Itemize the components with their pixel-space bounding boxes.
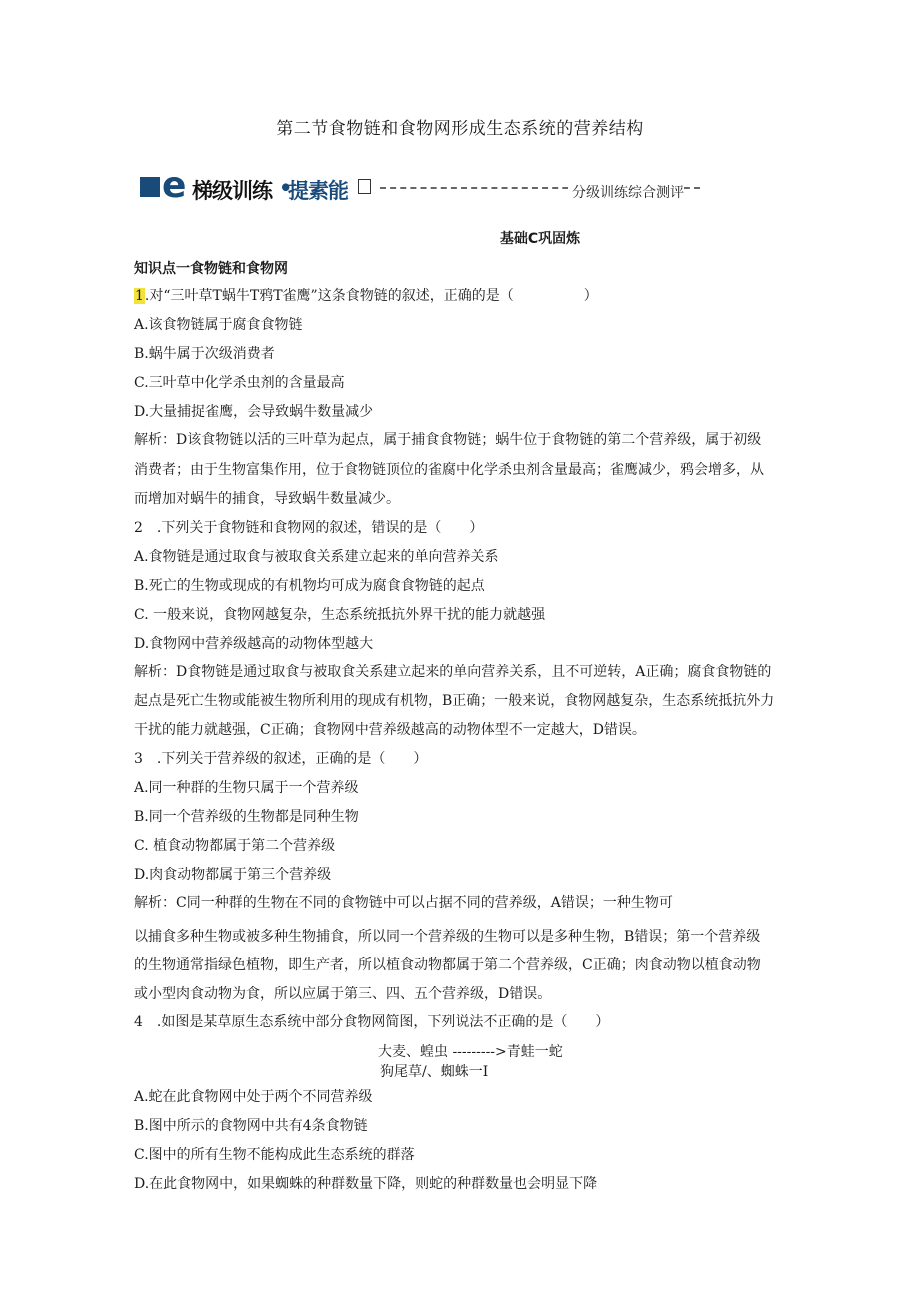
question-3-option-b: B.同一个营养级的生物都是同种生物 bbox=[134, 809, 359, 825]
section-heading: 基础C巩固炼 bbox=[499, 231, 581, 247]
question-3-stem: 3 .下列关于营养级的叙述，正确的是（ ） bbox=[134, 751, 428, 767]
food-web-diagram-line-1: 大麦、蝗虫 --------->青蛙一蛇 bbox=[378, 1044, 563, 1060]
banner-subtitle: 分级训练综合测评 bbox=[568, 182, 684, 202]
question-2-option-c: C. 一般来说，食物网越复杂，生态系统抵抗外界干扰的能力就越强 bbox=[134, 607, 546, 623]
question-4-option-b: B.图中所示的食物网中共有4条食物链 bbox=[134, 1118, 368, 1134]
banner-dot: • bbox=[279, 175, 293, 200]
question-4-option-a: A.蛇在此食物网中处于两个不同营养级 bbox=[134, 1089, 373, 1105]
question-3-analysis-line: 解析：C同一种群的生物在不同的食物链中可以占据不同的营养级，A错误；一种生物可 bbox=[134, 895, 673, 911]
question-2-analysis-line: 解析：D食物链是通过取食与被取食关系建立起来的单向营养关系，且不可逆转，A正确；腐食食物链的 bbox=[134, 664, 772, 680]
question-3-option-a: A.同一种群的生物只属于一个营养级 bbox=[134, 780, 359, 796]
question-1-analysis-line: 解析：D该食物链以活的三叶草为起点，属于捕食食物链；蜗牛位于食物链的第二个营养级，属于初级 bbox=[134, 432, 762, 448]
question-2-option-b: B.死亡的生物或现成的有机物均可成为腐食食物链的起点 bbox=[134, 578, 485, 594]
question-1-analysis-line: 而增加对蜗牛的捕食，导致蜗牛数量减少。 bbox=[134, 491, 400, 507]
banner-square-icon bbox=[140, 177, 160, 197]
question-2-option-d: D.食物网中营养级越高的动物体型越大 bbox=[134, 636, 374, 652]
banner-title-part1: 梯级训练 bbox=[192, 179, 272, 203]
question-3-analysis-line: 的生物通常指绿色植物，即生产者，所以植食动物都属于第二个营养级，C正确；肉食动物以植食动物 bbox=[134, 957, 761, 973]
question-1-option-a: A.该食物链属于腐食食物链 bbox=[134, 317, 303, 333]
section-banner bbox=[140, 165, 700, 208]
question-1-stem: 1.对“三叶草T蜗牛T鸦T雀鹰”这条食物链的叙述，正确的是（ ） bbox=[135, 288, 598, 304]
banner-box-icon bbox=[358, 179, 371, 194]
banner-title-part2: 提素能 bbox=[288, 179, 348, 203]
question-4-option-d: D.在此食物网中，如果蜘蛛的种群数量下降，则蛇的种群数量也会明显下降 bbox=[134, 1176, 598, 1192]
page-title: 第二节食物链和食物网形成生态系统的营养结构 bbox=[276, 119, 644, 139]
question-2-stem: 2 .下列关于食物链和食物网的叙述，错误的是（ ） bbox=[134, 520, 484, 536]
banner-logo: e bbox=[162, 165, 187, 206]
question-1-option-b: B.蜗牛属于次级消费者 bbox=[134, 346, 275, 362]
question-3-option-c: C. 植食动物都属于第二个营养级 bbox=[134, 838, 336, 854]
question-4-stem: 4 .如图是某草原生态系统中部分食物网简图，下列说法不正确的是（ ） bbox=[134, 1014, 610, 1030]
question-3-analysis-line: 或小型肉食动物为食，所以应属于第三、四、五个营养级，D错误。 bbox=[134, 986, 552, 1002]
question-1-option-c: C.三叶草中化学杀虫剂的含量最高 bbox=[134, 375, 345, 391]
knowledge-point-heading: 知识点一食物链和食物网 bbox=[134, 261, 288, 277]
question-2-analysis-line: 干扰的能力就越强，C正确；食物网中营养级越高的动物体型不一定越大，D错误。 bbox=[134, 722, 646, 738]
question-2-analysis-line: 起点是死亡生物或能被生物所利用的现成有机物，B正确；一般来说，食物网越复杂，生态系统抵抗外力 bbox=[134, 693, 775, 709]
food-web-diagram-line-2: 狗尾草/、蜘蛛一I bbox=[380, 1064, 489, 1080]
question-2-option-a: A.食物链是通过取食与被取食关系建立起来的单向营养关系 bbox=[134, 549, 499, 565]
question-1-analysis-line: 消费者；由于生物富集作用，位于食物链顶位的雀腐中化学杀虫剂含量最高；雀鹰减少，鸦会增多，从 bbox=[134, 462, 764, 478]
question-number-highlight: 1 bbox=[135, 288, 144, 304]
question-1-option-d: D.大量捕捉雀鹰，会导致蜗牛数量减少 bbox=[134, 404, 374, 420]
question-3-analysis-line: 以捕食多种生物或被多种生物捕食，所以同一个营养级的生物可以是多种生物，B错误；第一个营养级 bbox=[134, 929, 761, 945]
question-3-option-d: D.肉食动物都属于第三个营养级 bbox=[134, 867, 332, 883]
question-4-option-c: C.图中的所有生物不能构成此生态系统的群落 bbox=[134, 1147, 415, 1163]
